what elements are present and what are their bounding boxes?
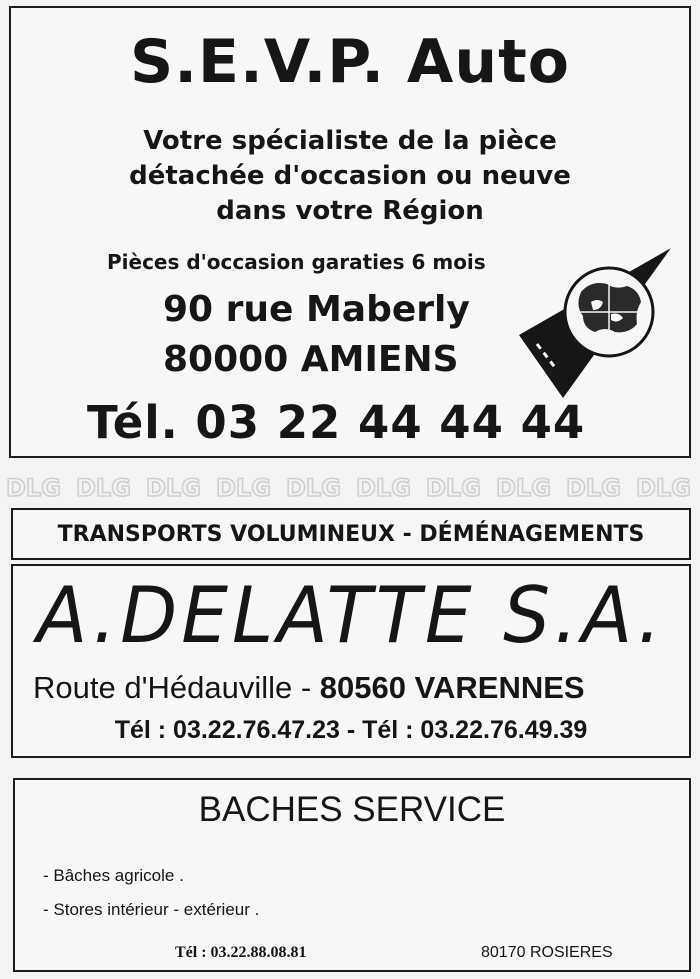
watermark-mark: DLG — [496, 474, 551, 502]
watermark-mark: DLG — [286, 474, 341, 502]
watermark-mark: DLG — [76, 474, 131, 502]
globe-arrow-icon — [511, 240, 681, 400]
watermark-mark: DLG — [426, 474, 481, 502]
sevp-tagline-line-1: Votre spécialiste de la pièce — [143, 126, 557, 156]
baches-services-list — [43, 866, 259, 934]
sevp-warranty: Pièces d'occasion garaties 6 mois — [107, 250, 486, 274]
delatte-postcode: 80560 VARENNES — [319, 670, 585, 705]
delatte-road: Route d'Hédauville - — [33, 670, 320, 705]
sevp-city: 80000 AMIENS — [163, 339, 459, 380]
list-item: - Bâches agricole . — [43, 866, 184, 885]
delatte-headline: TRANSPORTS VOLUMINEUX - DÉMÉNAGEMENTS — [57, 522, 645, 547]
watermark-strip — [0, 462, 700, 510]
watermark-mark: DLG — [636, 474, 691, 502]
delatte-ad — [11, 564, 691, 758]
sevp-street: 90 rue Maberly — [163, 289, 470, 330]
baches-town: 80170 ROSIERES — [481, 944, 613, 961]
watermark-mark: DLG — [356, 474, 411, 502]
sevp-title: S.E.V.P. Auto — [130, 27, 570, 97]
delatte-phones: Tél : 03.22.76.47.23 - Tél : 03.22.76.49.39 — [114, 716, 588, 744]
sevp-tagline-line-3: dans votre Région — [216, 196, 484, 226]
sevp-tagline-line-2: détachée d'occasion ou neuve — [129, 161, 571, 191]
list-item: - Stores intérieur - extérieur . — [43, 900, 260, 919]
watermark-mark: DLG — [6, 474, 61, 502]
delatte-headline-box — [11, 508, 691, 560]
delatte-company-name: A.DELATTE S.A. — [36, 570, 666, 662]
baches-title: BACHES SERVICE — [198, 790, 506, 829]
watermark-mark: DLG — [566, 474, 621, 502]
baches-phone: Tél : 03.22.88.08.81 — [175, 944, 307, 961]
watermark-mark: DLG — [216, 474, 271, 502]
watermark-mark: DLG — [146, 474, 201, 502]
baches-service-ad — [13, 778, 691, 972]
sevp-tagline — [11, 124, 689, 229]
delatte-address — [33, 672, 673, 703]
sevp-auto-ad — [9, 6, 691, 458]
sevp-phone: Tél. 03 22 44 44 44 — [87, 396, 586, 449]
